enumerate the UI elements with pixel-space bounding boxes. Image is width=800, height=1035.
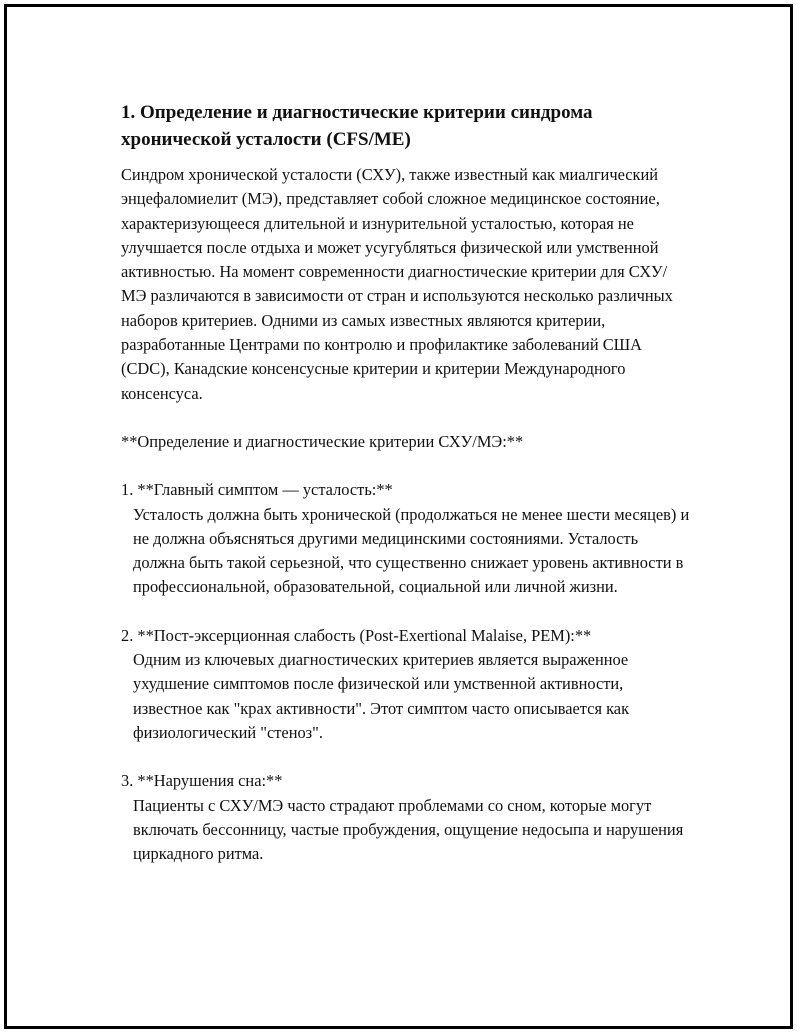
criteria-item-body: Усталость должна быть хронической (продолжаться не менее шести месяцев) и не должна объясняться другими медицинскими состояниями. Усталость должна быть такой серьезной, что существенно снижает уровень активности в профессиональной, образовательной, социальной или личной жизни.: [133, 504, 694, 597]
criteria-item-2: [121, 624, 691, 745]
criteria-item-body: Пациенты с СХУ/МЭ часто страдают проблемами со сном, которые могут включать бессонницу, частые пробуждения, ощущение недосыпа и нарушения циркадного ритма.: [133, 795, 688, 864]
document-title: 1. Определение и диагностические критерии синдрома хронической усталости (CFS/ME): [121, 102, 593, 150]
criteria-item-heading: 3. **Нарушения сна:**: [121, 771, 283, 791]
spacer: [121, 454, 691, 478]
spacer: [121, 600, 691, 624]
spacer: [121, 406, 691, 430]
document-page: [4, 4, 793, 1029]
criteria-item-body: Одним из ключевых диагностических критериев является выраженное ухудшение симптомов после физической или умственной активности, известное как "крах активности". Этот симптом часто описывается как физиологический "стеноз".: [133, 650, 634, 742]
document-content: [121, 99, 694, 866]
criteria-item-3: [121, 769, 691, 866]
criteria-item-heading: 2. **Пост-эксерционная слабость (Post-Exertional Malaise, PEM):**: [121, 625, 592, 645]
criteria-item-heading: 1. **Главный симптом — усталость:**: [121, 480, 393, 500]
criteria-subheading: **Определение и диагностические критерии СХУ/МЭ:**: [121, 431, 524, 451]
spacer: [121, 745, 691, 769]
intro-paragraph: Синдром хронической усталости (СХУ), также известный как миалгический энцефаломиелит (МЭ), представляет собой сложное медицинское состояние, характеризующееся длительной и изнурительной усталостью, которая не улучшается после отдыха и может усугубляться физической или умственной активностью. На момент современности диагностические критерии для СХУ/МЭ различаются в зависимости от стран и используются несколько различных наборов критериев. Одними из самых известных являются критерии, разработанные Центрами по контролю и профилактике заболеваний США (CDC), Канадские консенсусные критерии и критерии Международного консенсуса.: [121, 165, 677, 403]
criteria-item-1: [121, 478, 694, 599]
